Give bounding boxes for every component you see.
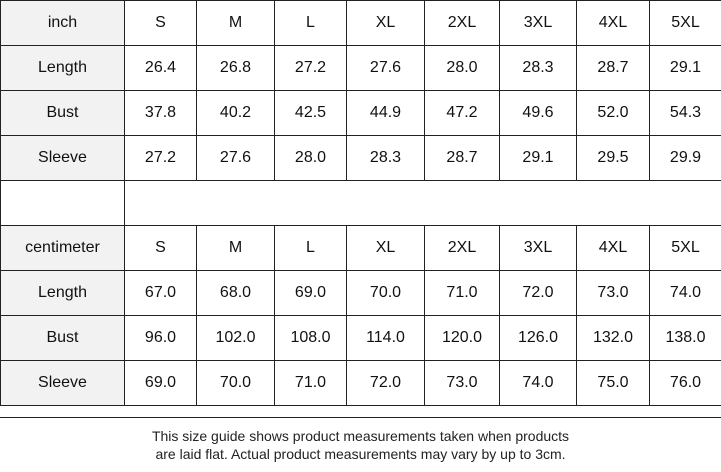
table-cell: 28.7 [577, 46, 650, 91]
table-cell: 138.0 [650, 316, 721, 361]
spacer-cell [577, 181, 650, 226]
size-header: XL [347, 226, 425, 271]
spacer-cell [650, 181, 721, 226]
size-header: L [275, 1, 347, 46]
centimeter-header-row [1, 226, 721, 271]
spacer-cell [125, 181, 197, 226]
spacer-cell [500, 181, 577, 226]
table-cell: 74.0 [500, 361, 577, 406]
table-cell: 74.0 [650, 271, 721, 316]
table-cell: 67.0 [125, 271, 197, 316]
table-cell: 75.0 [577, 361, 650, 406]
row-label: Length [1, 46, 125, 91]
size-header: 5XL [650, 226, 721, 271]
table-row [1, 91, 721, 136]
size-header: 4XL [577, 1, 650, 46]
size-header: M [197, 226, 275, 271]
table-cell: 120.0 [425, 316, 500, 361]
size-header: L [275, 226, 347, 271]
row-label: Sleeve [1, 136, 125, 181]
table-row [1, 136, 721, 181]
note-line-1: This size guide shows product measurements taken when products [151, 428, 570, 444]
table-cell: 114.0 [347, 316, 425, 361]
table-cell: 40.2 [197, 91, 275, 136]
inch-header-row [1, 1, 721, 46]
unit-label-centimeter: centimeter [1, 226, 125, 271]
table-cell: 49.6 [500, 91, 577, 136]
table-cell: 96.0 [125, 316, 197, 361]
table-cell: 69.0 [275, 271, 347, 316]
table-cell: 68.0 [197, 271, 275, 316]
unit-label-inch: inch [1, 1, 125, 46]
table-cell: 28.0 [425, 46, 500, 91]
table-cell: 102.0 [197, 316, 275, 361]
spacer-cell [275, 181, 347, 226]
table-cell: 69.0 [125, 361, 197, 406]
size-header: 3XL [500, 226, 577, 271]
table-cell: 71.0 [425, 271, 500, 316]
table-cell: 72.0 [500, 271, 577, 316]
table-cell: 47.2 [425, 91, 500, 136]
size-header: 5XL [650, 1, 721, 46]
size-header: 3XL [500, 1, 577, 46]
table-cell: 28.3 [500, 46, 577, 91]
size-header: M [197, 1, 275, 46]
size-header: S [125, 226, 197, 271]
table-cell: 132.0 [577, 316, 650, 361]
spacer-cell [347, 181, 425, 226]
table-cell: 27.6 [197, 136, 275, 181]
row-label: Length [1, 271, 125, 316]
spacer-cell [1, 181, 125, 226]
table-cell: 54.3 [650, 91, 721, 136]
size-header: 2XL [425, 226, 500, 271]
row-label: Bust [1, 91, 125, 136]
table-cell: 42.5 [275, 91, 347, 136]
table-cell: 126.0 [500, 316, 577, 361]
table-cell: 28.3 [347, 136, 425, 181]
table-cell: 28.7 [425, 136, 500, 181]
table-cell: 27.2 [275, 46, 347, 91]
table-cell: 29.5 [577, 136, 650, 181]
table-cell: 108.0 [275, 316, 347, 361]
size-header: 2XL [425, 1, 500, 46]
table-cell: 29.1 [500, 136, 577, 181]
table-cell: 37.8 [125, 91, 197, 136]
table-cell: 26.8 [197, 46, 275, 91]
table-cell: 27.2 [125, 136, 197, 181]
table-cell: 70.0 [197, 361, 275, 406]
table-row [1, 46, 721, 91]
table-cell: 28.0 [275, 136, 347, 181]
table-cell: 29.9 [650, 136, 721, 181]
row-label: Bust [1, 316, 125, 361]
size-header: S [125, 1, 197, 46]
spacer-cell [197, 181, 275, 226]
table-cell: 76.0 [650, 361, 721, 406]
table-cell: 27.6 [347, 46, 425, 91]
table-cell: 73.0 [577, 271, 650, 316]
size-guide-note [0, 417, 721, 472]
table-cell: 73.0 [425, 361, 500, 406]
table-cell: 26.4 [125, 46, 197, 91]
table-row [1, 361, 721, 406]
table-cell: 52.0 [577, 91, 650, 136]
table-cell: 44.9 [347, 91, 425, 136]
table-cell: 71.0 [275, 361, 347, 406]
size-header: XL [347, 1, 425, 46]
table-row [1, 316, 721, 361]
spacer-row [1, 181, 721, 226]
row-label: Sleeve [1, 361, 125, 406]
size-header: 4XL [577, 226, 650, 271]
note-line-2: are laid flat. Actual product measurements may vary by up to 3cm. [155, 446, 566, 462]
table-cell: 72.0 [347, 361, 425, 406]
spacer-cell [425, 181, 500, 226]
table-cell: 29.1 [650, 46, 721, 91]
table-row [1, 271, 721, 316]
table-cell: 70.0 [347, 271, 425, 316]
